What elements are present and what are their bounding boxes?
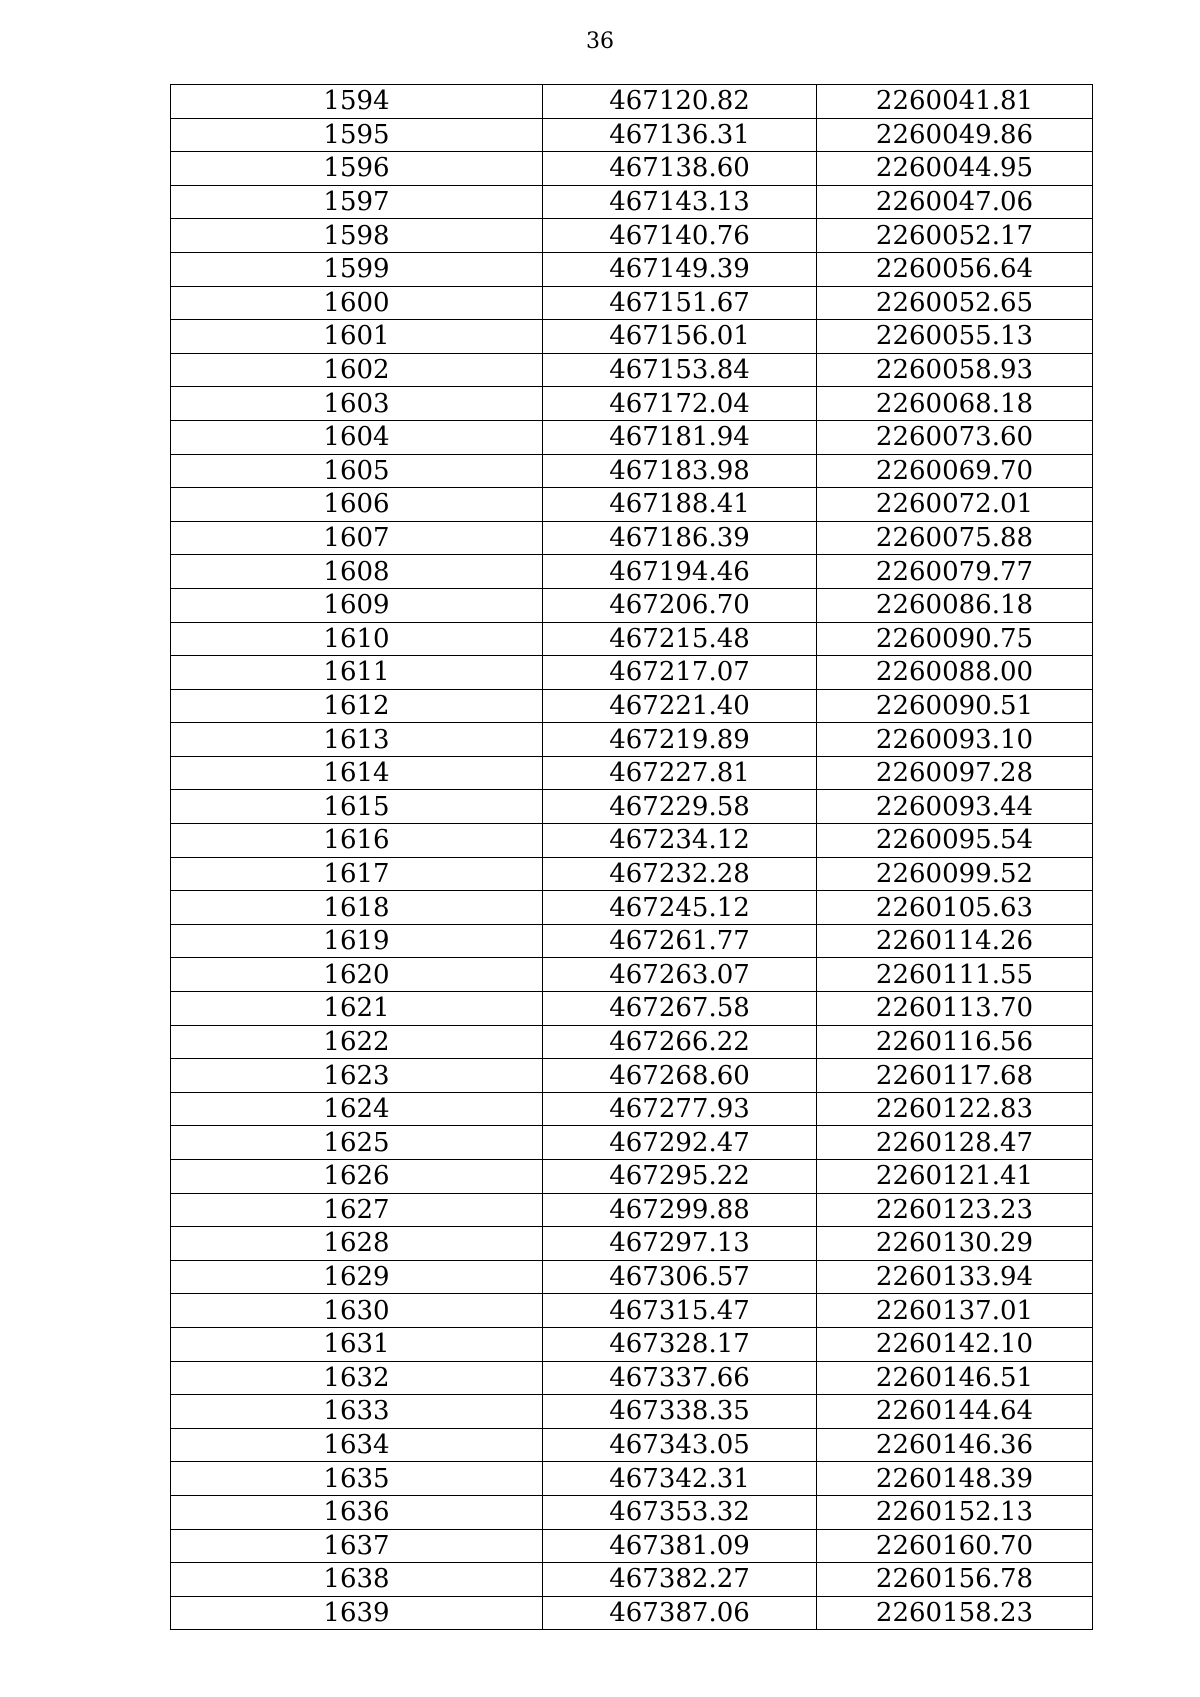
point-number-cell: 1624 — [171, 1092, 543, 1126]
y-coordinate-cell: 2260090.51 — [817, 689, 1093, 723]
table-row — [171, 689, 1093, 723]
point-number-cell: 1603 — [171, 387, 543, 421]
table-row — [171, 1059, 1093, 1093]
x-coordinate-cell: 467151.67 — [543, 286, 817, 320]
point-number-cell: 1605 — [171, 454, 543, 488]
x-coordinate-cell: 467266.22 — [543, 1025, 817, 1059]
point-number-cell: 1604 — [171, 420, 543, 454]
table-row — [171, 1428, 1093, 1462]
y-coordinate-cell: 2260148.39 — [817, 1462, 1093, 1496]
y-coordinate-cell: 2260111.55 — [817, 958, 1093, 992]
table-row — [171, 723, 1093, 757]
point-number-cell: 1597 — [171, 185, 543, 219]
y-coordinate-cell: 2260146.51 — [817, 1361, 1093, 1395]
point-number-cell: 1636 — [171, 1495, 543, 1529]
table-row — [171, 1025, 1093, 1059]
table-row — [171, 185, 1093, 219]
point-number-cell: 1617 — [171, 857, 543, 891]
table-row — [171, 656, 1093, 690]
y-coordinate-cell: 2260113.70 — [817, 992, 1093, 1026]
table-row — [171, 219, 1093, 253]
y-coordinate-cell: 2260099.52 — [817, 857, 1093, 891]
y-coordinate-cell: 2260116.56 — [817, 1025, 1093, 1059]
y-coordinate-cell: 2260122.83 — [817, 1092, 1093, 1126]
point-number-cell: 1635 — [171, 1462, 543, 1496]
y-coordinate-cell: 2260052.17 — [817, 219, 1093, 253]
table-row — [171, 1462, 1093, 1496]
x-coordinate-cell: 467267.58 — [543, 992, 817, 1026]
table-row — [171, 958, 1093, 992]
table-row — [171, 1092, 1093, 1126]
y-coordinate-cell: 2260044.95 — [817, 152, 1093, 186]
y-coordinate-cell: 2260114.26 — [817, 924, 1093, 958]
y-coordinate-cell: 2260049.86 — [817, 118, 1093, 152]
point-number-cell: 1595 — [171, 118, 543, 152]
y-coordinate-cell: 2260095.54 — [817, 824, 1093, 858]
x-coordinate-cell: 467194.46 — [543, 555, 817, 589]
table-row — [171, 924, 1093, 958]
y-coordinate-cell: 2260041.81 — [817, 85, 1093, 119]
y-coordinate-cell: 2260152.13 — [817, 1495, 1093, 1529]
table-row — [171, 1529, 1093, 1563]
y-coordinate-cell: 2260086.18 — [817, 588, 1093, 622]
coordinates-table — [170, 84, 1093, 1630]
x-coordinate-cell: 467138.60 — [543, 152, 817, 186]
x-coordinate-cell: 467261.77 — [543, 924, 817, 958]
point-number-cell: 1596 — [171, 152, 543, 186]
y-coordinate-cell: 2260047.06 — [817, 185, 1093, 219]
y-coordinate-cell: 2260160.70 — [817, 1529, 1093, 1563]
y-coordinate-cell: 2260055.13 — [817, 320, 1093, 354]
point-number-cell: 1625 — [171, 1126, 543, 1160]
x-coordinate-cell: 467245.12 — [543, 891, 817, 925]
y-coordinate-cell: 2260137.01 — [817, 1294, 1093, 1328]
point-number-cell: 1599 — [171, 252, 543, 286]
point-number-cell: 1626 — [171, 1160, 543, 1194]
x-coordinate-cell: 467143.13 — [543, 185, 817, 219]
x-coordinate-cell: 467306.57 — [543, 1260, 817, 1294]
x-coordinate-cell: 467186.39 — [543, 521, 817, 555]
point-number-cell: 1622 — [171, 1025, 543, 1059]
x-coordinate-cell: 467221.40 — [543, 689, 817, 723]
table-row — [171, 622, 1093, 656]
x-coordinate-cell: 467338.35 — [543, 1395, 817, 1429]
x-coordinate-cell: 467229.58 — [543, 790, 817, 824]
table-row — [171, 118, 1093, 152]
point-number-cell: 1602 — [171, 353, 543, 387]
x-coordinate-cell: 467120.82 — [543, 85, 817, 119]
point-number-cell: 1600 — [171, 286, 543, 320]
table-row — [171, 521, 1093, 555]
table-row — [171, 1193, 1093, 1227]
point-number-cell: 1614 — [171, 756, 543, 790]
x-coordinate-cell: 467140.76 — [543, 219, 817, 253]
point-number-cell: 1621 — [171, 992, 543, 1026]
y-coordinate-cell: 2260130.29 — [817, 1227, 1093, 1261]
table-row — [171, 152, 1093, 186]
point-number-cell: 1615 — [171, 790, 543, 824]
point-number-cell: 1601 — [171, 320, 543, 354]
table-row — [171, 756, 1093, 790]
x-coordinate-cell: 467181.94 — [543, 420, 817, 454]
point-number-cell: 1609 — [171, 588, 543, 622]
point-number-cell: 1629 — [171, 1260, 543, 1294]
table-row — [171, 454, 1093, 488]
table-row — [171, 286, 1093, 320]
point-number-cell: 1633 — [171, 1395, 543, 1429]
y-coordinate-cell: 2260072.01 — [817, 488, 1093, 522]
table-row — [171, 1160, 1093, 1194]
y-coordinate-cell: 2260133.94 — [817, 1260, 1093, 1294]
x-coordinate-cell: 467343.05 — [543, 1428, 817, 1462]
coordinates-table-body — [171, 85, 1093, 1630]
table-row — [171, 387, 1093, 421]
y-coordinate-cell: 2260105.63 — [817, 891, 1093, 925]
y-coordinate-cell: 2260121.41 — [817, 1160, 1093, 1194]
x-coordinate-cell: 467217.07 — [543, 656, 817, 690]
point-number-cell: 1634 — [171, 1428, 543, 1462]
y-coordinate-cell: 2260068.18 — [817, 387, 1093, 421]
x-coordinate-cell: 467227.81 — [543, 756, 817, 790]
x-coordinate-cell: 467149.39 — [543, 252, 817, 286]
x-coordinate-cell: 467292.47 — [543, 1126, 817, 1160]
point-number-cell: 1637 — [171, 1529, 543, 1563]
x-coordinate-cell: 467263.07 — [543, 958, 817, 992]
y-coordinate-cell: 2260142.10 — [817, 1327, 1093, 1361]
y-coordinate-cell: 2260058.93 — [817, 353, 1093, 387]
x-coordinate-cell: 467188.41 — [543, 488, 817, 522]
x-coordinate-cell: 467297.13 — [543, 1227, 817, 1261]
point-number-cell: 1631 — [171, 1327, 543, 1361]
x-coordinate-cell: 467353.32 — [543, 1495, 817, 1529]
table-row — [171, 1327, 1093, 1361]
y-coordinate-cell: 2260088.00 — [817, 656, 1093, 690]
y-coordinate-cell: 2260146.36 — [817, 1428, 1093, 1462]
table-row — [171, 1395, 1093, 1429]
y-coordinate-cell: 2260117.68 — [817, 1059, 1093, 1093]
table-row — [171, 420, 1093, 454]
point-number-cell: 1598 — [171, 219, 543, 253]
table-row — [171, 1227, 1093, 1261]
y-coordinate-cell: 2260144.64 — [817, 1395, 1093, 1429]
y-coordinate-cell: 2260123.23 — [817, 1193, 1093, 1227]
x-coordinate-cell: 467219.89 — [543, 723, 817, 757]
x-coordinate-cell: 467153.84 — [543, 353, 817, 387]
point-number-cell: 1619 — [171, 924, 543, 958]
x-coordinate-cell: 467342.31 — [543, 1462, 817, 1496]
point-number-cell: 1611 — [171, 656, 543, 690]
table-row — [171, 252, 1093, 286]
x-coordinate-cell: 467295.22 — [543, 1160, 817, 1194]
point-number-cell: 1630 — [171, 1294, 543, 1328]
table-row — [171, 1126, 1093, 1160]
point-number-cell: 1606 — [171, 488, 543, 522]
table-row — [171, 824, 1093, 858]
table-row — [171, 1563, 1093, 1597]
table-row — [171, 353, 1093, 387]
x-coordinate-cell: 467328.17 — [543, 1327, 817, 1361]
y-coordinate-cell: 2260052.65 — [817, 286, 1093, 320]
y-coordinate-cell: 2260090.75 — [817, 622, 1093, 656]
x-coordinate-cell: 467172.04 — [543, 387, 817, 421]
point-number-cell: 1612 — [171, 689, 543, 723]
y-coordinate-cell: 2260093.44 — [817, 790, 1093, 824]
x-coordinate-cell: 467299.88 — [543, 1193, 817, 1227]
x-coordinate-cell: 467234.12 — [543, 824, 817, 858]
x-coordinate-cell: 467387.06 — [543, 1596, 817, 1630]
table-row — [171, 488, 1093, 522]
y-coordinate-cell: 2260128.47 — [817, 1126, 1093, 1160]
y-coordinate-cell: 2260069.70 — [817, 454, 1093, 488]
point-number-cell: 1623 — [171, 1059, 543, 1093]
y-coordinate-cell: 2260056.64 — [817, 252, 1093, 286]
x-coordinate-cell: 467206.70 — [543, 588, 817, 622]
page-number: 36 — [586, 29, 614, 54]
y-coordinate-cell: 2260158.23 — [817, 1596, 1093, 1630]
x-coordinate-cell: 467183.98 — [543, 454, 817, 488]
y-coordinate-cell: 2260075.88 — [817, 521, 1093, 555]
point-number-cell: 1628 — [171, 1227, 543, 1261]
x-coordinate-cell: 467381.09 — [543, 1529, 817, 1563]
x-coordinate-cell: 467156.01 — [543, 320, 817, 354]
table-row — [171, 1260, 1093, 1294]
point-number-cell: 1608 — [171, 555, 543, 589]
table-row — [171, 320, 1093, 354]
x-coordinate-cell: 467337.66 — [543, 1361, 817, 1395]
x-coordinate-cell: 467277.93 — [543, 1092, 817, 1126]
table-row — [171, 891, 1093, 925]
table-row — [171, 555, 1093, 589]
table-row — [171, 992, 1093, 1026]
point-number-cell: 1618 — [171, 891, 543, 925]
point-number-cell: 1610 — [171, 622, 543, 656]
table-row — [171, 857, 1093, 891]
point-number-cell: 1632 — [171, 1361, 543, 1395]
table-row — [171, 1294, 1093, 1328]
table-row — [171, 85, 1093, 119]
point-number-cell: 1627 — [171, 1193, 543, 1227]
x-coordinate-cell: 467136.31 — [543, 118, 817, 152]
x-coordinate-cell: 467382.27 — [543, 1563, 817, 1597]
y-coordinate-cell: 2260097.28 — [817, 756, 1093, 790]
x-coordinate-cell: 467232.28 — [543, 857, 817, 891]
point-number-cell: 1607 — [171, 521, 543, 555]
y-coordinate-cell: 2260093.10 — [817, 723, 1093, 757]
point-number-cell: 1639 — [171, 1596, 543, 1630]
point-number-cell: 1616 — [171, 824, 543, 858]
y-coordinate-cell: 2260156.78 — [817, 1563, 1093, 1597]
point-number-cell: 1620 — [171, 958, 543, 992]
x-coordinate-cell: 467315.47 — [543, 1294, 817, 1328]
y-coordinate-cell: 2260073.60 — [817, 420, 1093, 454]
point-number-cell: 1613 — [171, 723, 543, 757]
point-number-cell: 1594 — [171, 85, 543, 119]
y-coordinate-cell: 2260079.77 — [817, 555, 1093, 589]
table-row — [171, 790, 1093, 824]
table-row — [171, 1596, 1093, 1630]
x-coordinate-cell: 467215.48 — [543, 622, 817, 656]
table-row — [171, 1495, 1093, 1529]
table-row — [171, 1361, 1093, 1395]
x-coordinate-cell: 467268.60 — [543, 1059, 817, 1093]
point-number-cell: 1638 — [171, 1563, 543, 1597]
table-row — [171, 588, 1093, 622]
